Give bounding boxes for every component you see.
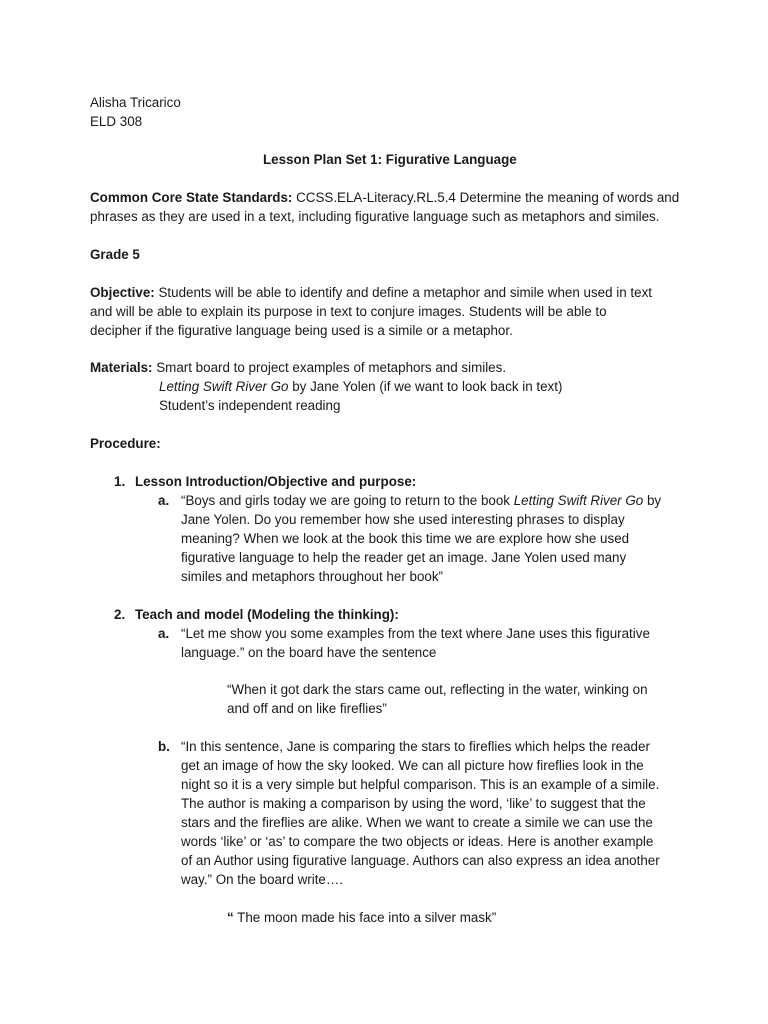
- step-2-b-line-4: The author is making a comparison by using the word, ‘like’ to suggest that the: [181, 796, 646, 811]
- materials-text: Smart board to project examples of metaphors and similes.: [152, 360, 507, 375]
- author-name: Alisha Tricarico: [90, 95, 181, 110]
- materials-book-note: by Jane Yolen (if we want to look back in text): [288, 379, 563, 394]
- step-1-a-line-4: figurative language to help the reader get an image. Jane Yolen used many: [181, 550, 627, 565]
- step-1-a-line-5: similes and metaphors throughout her book”: [181, 569, 444, 584]
- objective-line-2: and will be able to explain its purpose in text to conjure images. Students will be able to: [90, 304, 607, 319]
- step-2-b-line-6: words ‘like’ or ‘as’ to compare the two objects or ideas. Here is another example: [181, 834, 654, 849]
- grade-label: Grade 5: [90, 247, 140, 262]
- objective-label: Objective:: [90, 285, 155, 300]
- step-1-a-book-title: Letting Swift River Go: [513, 493, 644, 508]
- objective-text: Students will be able to identify and define a metaphor and simile when used in text: [154, 285, 652, 300]
- standards-line-1: [90, 188, 679, 207]
- step-1-number: 1.: [114, 474, 126, 489]
- step-1-a-line-3: meaning? When we look at the book this time we are explore how she used: [181, 531, 630, 546]
- step-2-b-line-7: of an Author using figurative language. Authors can also express an idea another: [181, 853, 660, 868]
- materials-line-2: [159, 377, 562, 396]
- step-2-b-line-3: night so it is a very simple but helpful comparison. This is an example of a simile.: [181, 777, 660, 792]
- materials-line-1: [90, 358, 506, 377]
- book-title: Letting Swift River Go: [159, 379, 289, 394]
- step-2-b-line-1: “In this sentence, Jane is comparing the stars to fireflies which helps the reader: [181, 739, 650, 754]
- step-2-b-line-5: stars and the fireflies are alike. When we want to create a simile we can use the: [181, 815, 653, 830]
- step-2-b-line-2: get an image of how the sky looked. We can all picture how fireflies look in the: [181, 758, 644, 773]
- objective-line-1: [90, 283, 652, 302]
- quote-1-line-1: “When it got dark the stars came out, reflecting in the water, winking on: [227, 682, 648, 697]
- page-title: Lesson Plan Set 1: Figurative Language: [263, 152, 517, 167]
- procedure-label: Procedure:: [90, 436, 161, 451]
- objective-line-3: decipher if the figurative language being used is a simile or a metaphor.: [90, 323, 513, 338]
- materials-label: Materials:: [90, 360, 153, 375]
- quote-2-text: The moon made his face into a silver mask”: [233, 910, 497, 925]
- step-2-a-marker: a.: [158, 626, 170, 641]
- step-1-title: Lesson Introduction/Objective and purpose:: [135, 474, 417, 489]
- step-2-b-marker: b.: [158, 739, 170, 754]
- quote-1-line-2: and off and on like fireflies”: [227, 701, 387, 716]
- standards-label: Common Core State Standards:: [90, 190, 293, 205]
- step-1-a-text-end: by: [643, 493, 662, 508]
- step-2-a-line-2: language.” on the board have the sentence: [181, 645, 437, 660]
- step-1-a-text-start: “Boys and girls today we are going to return to the book: [181, 493, 514, 508]
- step-1-a-line-1: [181, 491, 661, 510]
- standards-line-2: phrases as they are used in a text, including figurative language such as metaphors and similes.: [90, 209, 660, 224]
- step-2-a-line-1: “Let me show you some examples from the text where Jane uses this figurative: [181, 626, 650, 641]
- quote-2-mark: “: [227, 910, 234, 925]
- step-1-a-marker: a.: [158, 493, 170, 508]
- materials-line-3: Student’s independent reading: [159, 398, 341, 413]
- step-2-title: Teach and model (Modeling the thinking):: [135, 607, 399, 622]
- course-code: ELD 308: [90, 114, 143, 129]
- step-1-a-line-2: Jane Yolen. Do you remember how she used interesting phrases to display: [181, 512, 625, 527]
- step-2-number: 2.: [114, 607, 126, 622]
- standards-text: CCSS.ELA-Literacy.RL.5.4 Determine the meaning of words and: [292, 190, 680, 205]
- quote-2: [227, 908, 496, 927]
- step-2-b-line-8: way.” On the board write….: [181, 872, 343, 887]
